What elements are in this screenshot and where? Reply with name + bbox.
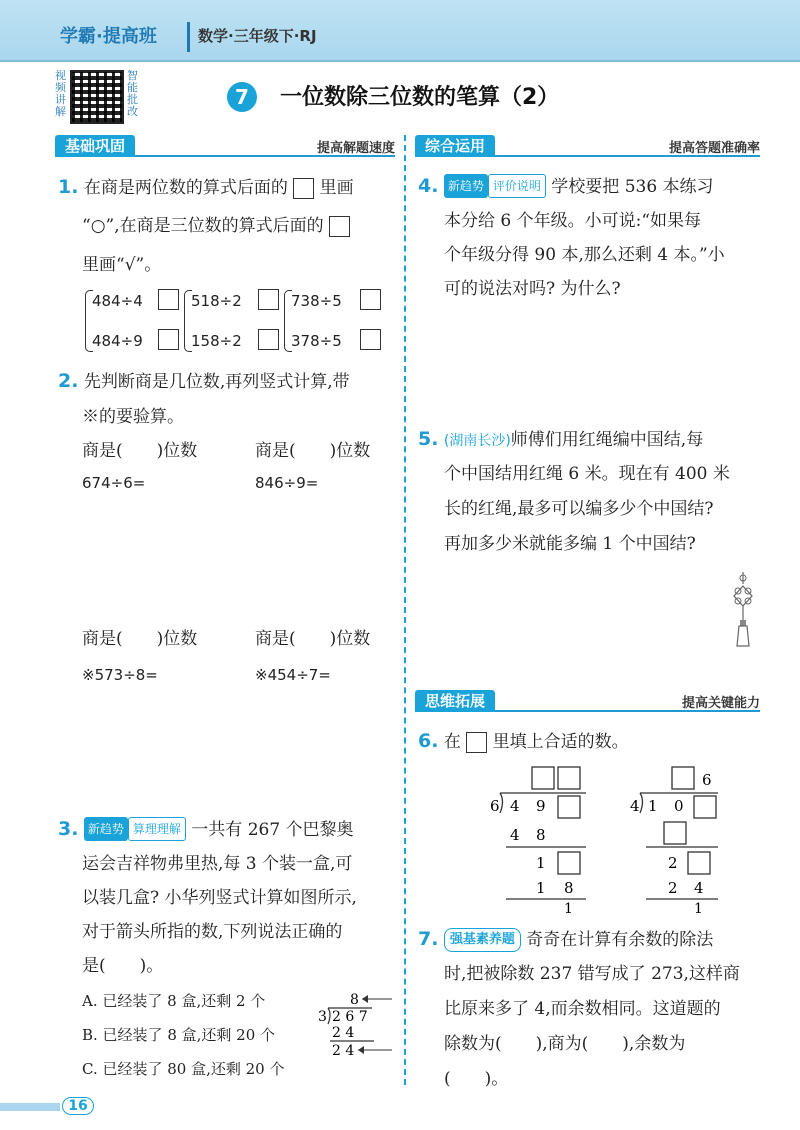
subject-title: 数学·三年级下·RJ [198,27,317,45]
d1-divisor: 6 [490,797,500,815]
d2-r4b: 4 [694,879,704,897]
q3-line3: 以装几盒? 小华列竖式计算如图所示, [82,888,357,908]
q2-expr3: ※573÷8= [82,666,158,684]
q2-expr1: 674÷6= [82,474,146,492]
q4-line3: 个年级分得 90 本,那么还剩 4 本。”小 [444,245,725,265]
q1-box5[interactable] [360,289,381,310]
q1-box3[interactable] [258,289,279,310]
q3-line2: 运会吉祥物弗里热,每 3 个装一盒,可 [82,854,353,874]
d1-r2b: 8 [536,826,546,844]
section-basic-subtitle: 提高解题速度 [316,141,395,156]
q1-box6[interactable] [360,329,381,350]
d2-divisor: 4 [630,797,640,815]
q6-text1b: 里填上合适的数。 [492,732,629,752]
q3-line1 [58,817,354,841]
q3-tag-type: 算理理解 [128,817,186,841]
q2-expr4: ※454÷7= [255,666,331,684]
q7-line2: 时,把被除数 237 错写成了 273,这样商 [444,964,740,984]
q4-line4: 可的说法对吗? 为什么? [444,279,621,299]
blank-box [558,852,580,874]
q3-text1: 一共有 267 个巴黎奥 [191,820,354,840]
page-title: 一位数除三位数的笔算（2） [280,85,560,110]
q6-number: 6. [418,730,439,752]
q1-expr2: 484÷9 [92,332,143,350]
q3-div-dividend: 2 6 7 [332,1009,368,1025]
q5-text1: 师傅们用红绳编中国结,每 [510,430,704,450]
q1-number: 1. [58,176,79,198]
d1-rem: 1 [564,901,573,915]
q5-number: 5. [418,428,439,450]
q4-tag-type: 评价说明 [488,174,546,198]
blank-box [532,767,554,789]
q2-line1 [58,370,350,393]
q4-tag-trend: 新趋势 [444,174,488,198]
q5-line1 [418,428,703,452]
arrow-head-2 [358,1046,364,1054]
q5-region: (湖南长沙) [443,433,511,449]
column-divider [404,135,406,1085]
q7-tag: 强基素养题 [444,928,521,952]
q4-line2: 本分给 6 个年级。小可说:“如果每 [444,211,702,231]
q2-number: 2. [58,370,79,392]
answer-box[interactable] [293,178,314,199]
q4-line1 [418,174,714,198]
blank-box [688,852,710,874]
footer-bar [0,1103,60,1111]
q2-text1: 先判断商是几位数,再列竖式计算,带 [83,372,350,392]
q3-tag-trend: 新趋势 [84,817,128,841]
d2-r1b: 0 [674,797,684,815]
d1-r2a: 4 [510,826,520,844]
q1-expr5: 738÷5 [291,292,342,310]
q1-line1 [58,176,354,199]
blank-box [672,767,694,789]
q7-line4[interactable]: 除数为( ),商为( ),余数为 [444,1034,686,1054]
q1-line2 [82,215,350,237]
section-basic [55,135,395,157]
q1-line3: 里画“√”。 [82,255,162,275]
q7-text1: 奇奇在计算有余数的除法 [526,930,714,950]
q3-div-product: 2 4 [332,1025,355,1041]
q6-division-2 [618,765,728,915]
q3-long-division [312,990,400,1062]
q3-div-remainder: 2 4 [332,1043,355,1059]
section-think [415,690,760,712]
d1-r4a: 1 [536,879,546,897]
division-bracket [328,1008,330,1024]
q2-blank-d[interactable]: 商是( )位数 [255,629,371,649]
q1-text1b: 里画 [319,178,354,198]
qr-left-label: 视频讲解 [55,69,66,118]
q1-text2: “○”,在商是三位数的算式后面的 [82,216,324,236]
page-number: 16 [62,1097,94,1115]
blank-box [558,767,580,789]
blank-box [558,796,580,818]
q6-division-1 [478,765,588,915]
qr-right-label: 智能批改 [127,69,138,118]
answer-box[interactable] [329,216,350,237]
header-separator [187,22,190,52]
blank-box [664,822,686,844]
q6-text1a: 在 [443,732,461,752]
brand-title: 学霸·提高班 [60,26,157,47]
q7-line3: 比原来多了 4,而余数相同。这道题的 [444,999,721,1019]
d1-r4b: 8 [564,879,574,897]
q7-line5[interactable]: ( )。 [444,1069,509,1089]
answer-box[interactable] [466,732,487,753]
section-basic-tag: 基础巩固 [55,135,135,157]
d1-r3: 1 [536,854,546,872]
q2-blank-a[interactable]: 商是( )位数 [82,441,198,461]
q3-number: 3. [58,818,79,840]
q5-line4: 再加多少米就能多编 1 个中国结? [444,534,696,554]
q1-box2[interactable] [158,329,179,350]
q2-expr2: 846÷9= [255,474,319,492]
q6-line1 [418,730,629,753]
q5-line2: 个中国结用红绳 6 米。现在有 400 米 [444,464,730,484]
q4-number: 4. [418,175,439,197]
q5-line3: 长的红绳,最多可以编多少个中国结? [444,499,714,519]
q2-line2: ※的要验算。 [82,407,184,427]
q1-text1: 在商是两位数的算式后面的 [83,178,288,198]
d2-r1a: 1 [648,797,658,815]
q3-option-c[interactable]: C. 已经装了 80 盒,还剩 20 个 [82,1060,285,1078]
q3-line4: 对于箭头所指的数,下列说法正确的 [82,922,343,942]
section-apply-tag: 综合运用 [415,135,495,157]
d2-r4a: 2 [668,879,678,897]
q7-line1 [418,928,713,952]
section-apply-subtitle: 提高答题准确率 [668,141,760,156]
section-think-subtitle: 提高关键能力 [681,696,760,711]
q1-box4[interactable] [258,329,279,350]
q3-div-quotient: 8 [350,992,359,1008]
d1-r1a: 4 [510,797,520,815]
d2-r3: 2 [668,854,678,872]
q3-line5[interactable]: 是( )。 [82,956,164,976]
q3-option-b[interactable]: B. 已经装了 8 盒,还剩 20 个 [82,1026,276,1044]
q1-expr3: 518÷2 [191,292,242,310]
q7-number: 7. [418,928,439,950]
q4-text1: 学校要把 536 本练习 [551,177,714,197]
d2-rem: 1 [694,901,703,915]
section-think-tag: 思维拓展 [415,690,495,712]
q1-expr6: 378÷5 [291,332,342,350]
q2-blank-c[interactable]: 商是( )位数 [82,629,198,649]
arrow-head-1 [362,995,368,1003]
q3-option-a[interactable]: A. 已经装了 8 盒,还剩 2 个 [82,992,266,1010]
lesson-number-badge: 7 [227,82,257,112]
chinese-knot-icon [730,572,756,648]
q2-blank-b[interactable]: 商是( )位数 [255,441,371,461]
blank-box [694,796,716,818]
section-apply [415,135,760,157]
q1-box1[interactable] [158,289,179,310]
q1-expr4: 158÷2 [191,332,242,350]
qr-code-icon[interactable] [70,70,124,124]
q3-div-divisor: 3 [318,1009,327,1025]
d1-r1b: 9 [536,797,546,815]
d2-quotient-digit: 6 [702,771,712,789]
q1-expr1: 484÷4 [92,292,143,310]
